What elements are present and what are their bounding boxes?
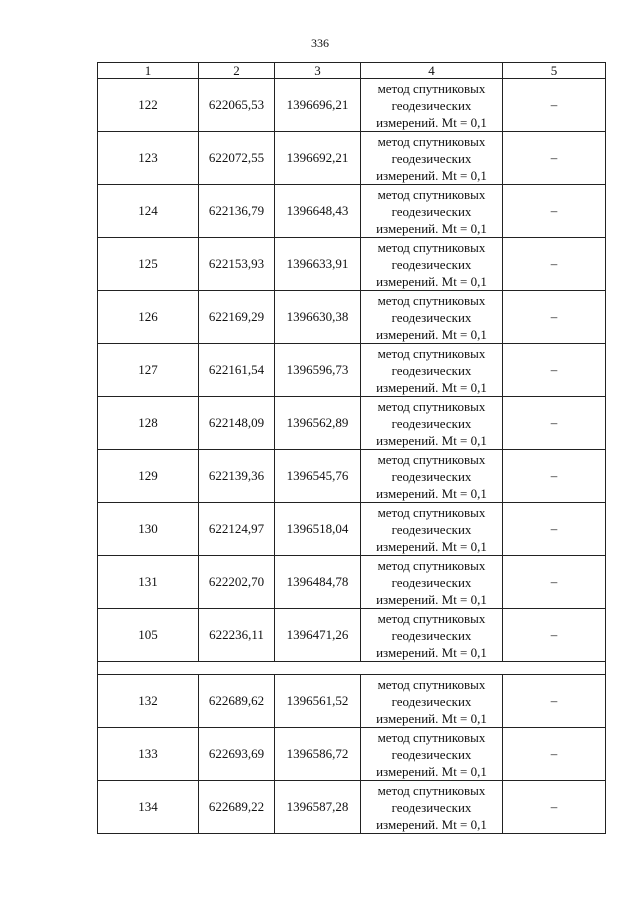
table-row xyxy=(98,728,606,781)
table-row xyxy=(98,397,606,450)
point-number-cell: 123 xyxy=(98,132,199,185)
table-separator-row xyxy=(98,662,606,675)
table-row xyxy=(98,675,606,728)
y-coordinate-cell: 1396596,73 xyxy=(275,344,361,397)
header-cell: 5 xyxy=(503,63,606,79)
y-coordinate-cell: 1396692,21 xyxy=(275,132,361,185)
note-cell: – xyxy=(503,503,606,556)
note-cell: – xyxy=(503,675,606,728)
table-row xyxy=(98,450,606,503)
note-cell: – xyxy=(503,291,606,344)
x-coordinate-cell: 622161,54 xyxy=(199,344,275,397)
y-coordinate-cell: 1396587,28 xyxy=(275,781,361,834)
method-cell: метод спутниковых геодезических измерений. Mt = 0,1 xyxy=(361,344,503,397)
note-cell: – xyxy=(503,609,606,662)
table-header-row xyxy=(98,63,606,79)
method-cell: метод спутниковых геодезических измерений. Mt = 0,1 xyxy=(361,609,503,662)
y-coordinate-cell: 1396562,89 xyxy=(275,397,361,450)
method-cell: метод спутниковых геодезических измерений. Mt = 0,1 xyxy=(361,728,503,781)
separator-cell xyxy=(98,662,606,675)
note-cell: – xyxy=(503,185,606,238)
method-cell: метод спутниковых геодезических измерений. Mt = 0,1 xyxy=(361,238,503,291)
point-number-cell: 125 xyxy=(98,238,199,291)
y-coordinate-cell: 1396648,43 xyxy=(275,185,361,238)
method-cell: метод спутниковых геодезических измерений. Mt = 0,1 xyxy=(361,132,503,185)
y-coordinate-cell: 1396545,76 xyxy=(275,450,361,503)
point-number-cell: 130 xyxy=(98,503,199,556)
x-coordinate-cell: 622139,36 xyxy=(199,450,275,503)
note-cell: – xyxy=(503,79,606,132)
point-number-cell: 133 xyxy=(98,728,199,781)
y-coordinate-cell: 1396471,26 xyxy=(275,609,361,662)
method-cell: метод спутниковых геодезических измерений. Mt = 0,1 xyxy=(361,781,503,834)
table-row xyxy=(98,291,606,344)
method-cell: метод спутниковых геодезических измерений. Mt = 0,1 xyxy=(361,503,503,556)
y-coordinate-cell: 1396633,91 xyxy=(275,238,361,291)
point-number-cell: 129 xyxy=(98,450,199,503)
method-cell: метод спутниковых геодезических измерений. Mt = 0,1 xyxy=(361,450,503,503)
point-number-cell: 131 xyxy=(98,556,199,609)
note-cell: – xyxy=(503,397,606,450)
point-number-cell: 127 xyxy=(98,344,199,397)
point-number-cell: 126 xyxy=(98,291,199,344)
x-coordinate-cell: 622153,93 xyxy=(199,238,275,291)
header-cell: 3 xyxy=(275,63,361,79)
table-row xyxy=(98,79,606,132)
note-cell: – xyxy=(503,344,606,397)
point-number-cell: 105 xyxy=(98,609,199,662)
x-coordinate-cell: 622202,70 xyxy=(199,556,275,609)
note-cell: – xyxy=(503,132,606,185)
x-coordinate-cell: 622693,69 xyxy=(199,728,275,781)
point-number-cell: 132 xyxy=(98,675,199,728)
x-coordinate-cell: 622136,79 xyxy=(199,185,275,238)
x-coordinate-cell: 622169,29 xyxy=(199,291,275,344)
note-cell: – xyxy=(503,238,606,291)
coordinates-table xyxy=(97,62,606,834)
y-coordinate-cell: 1396518,04 xyxy=(275,503,361,556)
point-number-cell: 134 xyxy=(98,781,199,834)
x-coordinate-cell: 622124,97 xyxy=(199,503,275,556)
method-cell: метод спутниковых геодезических измерений. Mt = 0,1 xyxy=(361,185,503,238)
table-row xyxy=(98,238,606,291)
table-row xyxy=(98,185,606,238)
method-cell: метод спутниковых геодезических измерений. Mt = 0,1 xyxy=(361,397,503,450)
table-row xyxy=(98,344,606,397)
x-coordinate-cell: 622072,55 xyxy=(199,132,275,185)
point-number-cell: 122 xyxy=(98,79,199,132)
x-coordinate-cell: 622689,22 xyxy=(199,781,275,834)
y-coordinate-cell: 1396696,21 xyxy=(275,79,361,132)
point-number-cell: 124 xyxy=(98,185,199,238)
header-cell: 4 xyxy=(361,63,503,79)
table-row xyxy=(98,503,606,556)
table-row xyxy=(98,556,606,609)
method-cell: метод спутниковых геодезических измерений. Mt = 0,1 xyxy=(361,556,503,609)
note-cell: – xyxy=(503,556,606,609)
note-cell: – xyxy=(503,781,606,834)
x-coordinate-cell: 622148,09 xyxy=(199,397,275,450)
y-coordinate-cell: 1396484,78 xyxy=(275,556,361,609)
table-row xyxy=(98,781,606,834)
x-coordinate-cell: 622065,53 xyxy=(199,79,275,132)
x-coordinate-cell: 622236,11 xyxy=(199,609,275,662)
table-row xyxy=(98,609,606,662)
method-cell: метод спутниковых геодезических измерений. Mt = 0,1 xyxy=(361,79,503,132)
method-cell: метод спутниковых геодезических измерений. Mt = 0,1 xyxy=(361,675,503,728)
note-cell: – xyxy=(503,728,606,781)
note-cell: – xyxy=(503,450,606,503)
header-cell: 2 xyxy=(199,63,275,79)
method-cell: метод спутниковых геодезических измерений. Mt = 0,1 xyxy=(361,291,503,344)
header-cell: 1 xyxy=(98,63,199,79)
y-coordinate-cell: 1396561,52 xyxy=(275,675,361,728)
page-number: 336 xyxy=(311,36,329,50)
y-coordinate-cell: 1396630,38 xyxy=(275,291,361,344)
point-number-cell: 128 xyxy=(98,397,199,450)
table-row xyxy=(98,132,606,185)
y-coordinate-cell: 1396586,72 xyxy=(275,728,361,781)
x-coordinate-cell: 622689,62 xyxy=(199,675,275,728)
